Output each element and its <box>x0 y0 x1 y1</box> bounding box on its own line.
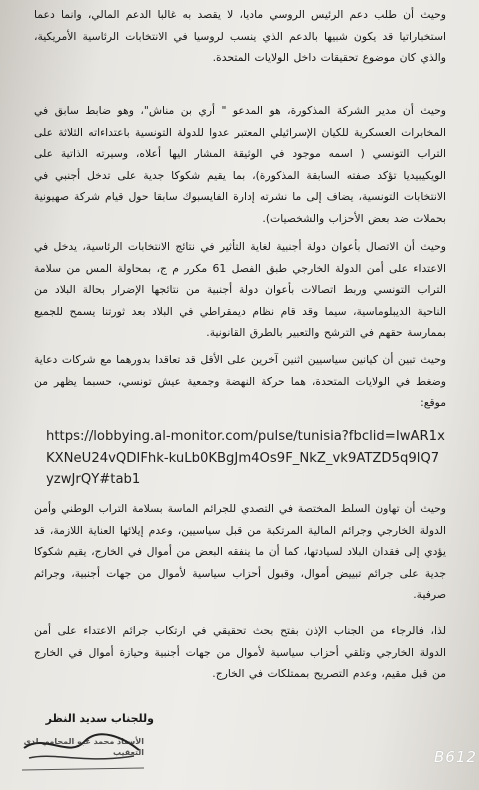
paragraph-5: وحيث أن تهاون السلط المختصة في التصدي للجرائم الماسة بسلامة التراب الوطني وأمن الدولة الخارجي وجرائم المالية المرتكبة من قبل سياسيين، وعدم إيلائها العناية اللازمة، قد يؤدي إلى فقدان البلاد لسيادتها، كما أن ما ينفقه البعض من أموال في الخارج، يقيم شكوكا جدية على جرائم تبييض أموال، وقبول أحزاب سياسية لأموال من جهات أجنبية، وجرائم صرفية. <box>34 502 446 601</box>
document-page <box>23 4 446 784</box>
photo-label: B612 <box>434 748 477 766</box>
paragraph-4: وحيث تبين أن كيانين سياسيين اثنين آخرين على الأقل قد تعاقدا بدورهما مع شركات دعاية وضغط في الولايات المتحدة، هما حركة النهضة وجمعية عيش تونسي، حسبما يظهر من موقع: <box>34 353 446 409</box>
signoff: وللجناب سديد النظر <box>45 712 154 725</box>
stamp-text: الأستاذ محمد عبو المحامي لدى التعقيب <box>23 737 144 757</box>
paragraph-6: لذا، فالرجاء من الجناب الإذن بفتح بحث تحقيقي في ارتكاب جرائم الاعتداء على أمن الدولة الخارجي وتلقي أحزاب سياسية لأموال من جهات أجنبية وحيازة أموال في الخارج من قبل مقيم، وعدم التصريح بممتلكات في الخارج. <box>34 624 446 680</box>
paragraph-3: وحيث أن الاتصال بأعوان دولة أجنبية لغاية التأثير في نتائج الانتخابات الرئاسية، يدخل في الاعتداء على أمن الدولة الخارجي طبق الفصل 61 مكرر م ج، بمحاولة المس من سلامة التراب التونسي وربط اتصالات بأعوان دولة أجنبية من نتائجها الإضرار بحالة البلاد من الناحية الديبلوماسية، سيما وقد قام نظام ديمقراطي في البلاد بعد ثورتنا يسمح للجميع بممارسة حقهم في الترشح والتعبير بالطرق القانونية. <box>34 240 446 339</box>
paragraph-2: وحيث أن مدير الشركة المذكورة، هو المدعو " أري بن مناش"، وهو ضابط سابق في المخابرات العسكرية للكيان الإسرائيلي المعتبر عدوا للدولة التونسية باعتداءاته الثلاثة على التراب التونسي ( اسمه موجود في الوثيقة المشار اليها أعلاه، وسيرته الذاتية على الويكيبيديا تؤكد صفته السابقة المذكورة)، بما يقيم شكوكا جدية على تدخل أجنبي في الانتخابات التونسية، يضاف إلى ما نشرته إدارة الفايسبوك سابقا حول قيام شركة صهيونية بحملات ضد بعض الأحزاب والشخصيات). <box>34 104 446 225</box>
paragraph-1: وحيث أن طلب دعم الرئيس الروسي ماديا، لا يقصد به غالبا الدعم المالي، وانما دعما استخباراتيا قد يكون شبيها بالدعم الذي ينسب لروسيا في الانتخابات الرئاسية الأمريكية، والذي كان موضوع تحقيقات داخل الولايات المتحدة. <box>34 8 446 64</box>
source-url: https://lobbying.al-monitor.com/pulse/tunisia?fbclid=IwAR1xKXNeU24vQDIFhk-kuLb0KBgJm4Os9F_NkZ_vk9ATZD5q9lQ7yzwJrQY#tab1 <box>46 429 445 487</box>
